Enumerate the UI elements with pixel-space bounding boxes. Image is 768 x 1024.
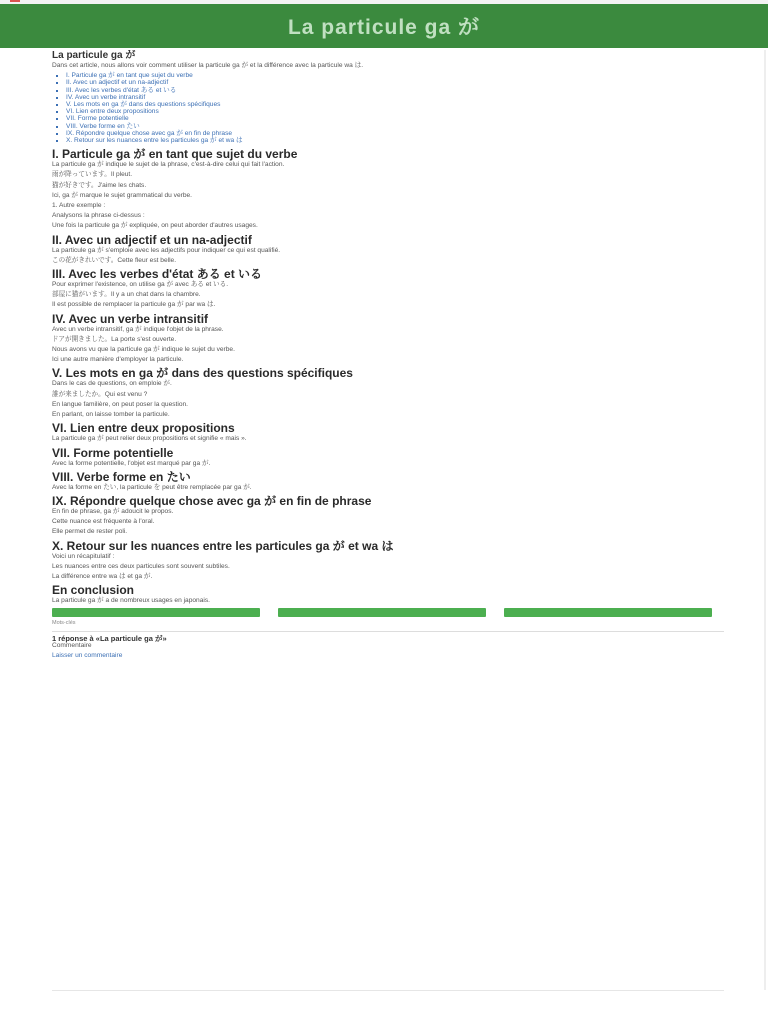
section-paragraph: En langue familière, on peut poser la question. xyxy=(52,400,188,408)
leave-comment-link[interactable]: Laisser un commentaire xyxy=(52,651,123,659)
section-paragraph: 誰が来ましたか。Qui est venu ? xyxy=(52,390,148,398)
footer-divider xyxy=(52,990,724,991)
share-button[interactable] xyxy=(52,608,260,617)
section-heading: VI. Lien entre deux propositions xyxy=(52,421,235,436)
article-intro: Dans cet article, nous allons voir comment utiliser la particule ga が et la différence avec la particule wa は. xyxy=(52,62,364,69)
toc-item[interactable]: ▪ II. Avec un adjectif et un na-adjectif xyxy=(66,79,724,86)
section-paragraph: Avec un verbe intransitif, ga が indique l'objet de la phrase. xyxy=(52,325,224,333)
section-paragraph: Analysons la phrase ci-dessus : xyxy=(52,212,145,220)
section-paragraph: Dans le cas de questions, on emploie が. xyxy=(52,380,172,388)
section-heading: III. Avec les verbes d'état ある et いる xyxy=(52,267,263,282)
section-heading: X. Retour sur les nuances entre les particules ga が et wa は xyxy=(52,538,394,553)
comments-title: 1 réponse à «La particule ga が» xyxy=(52,633,167,643)
toc-item[interactable]: ▪ VIII. Verbe forme en たい xyxy=(66,123,724,130)
share-button[interactable] xyxy=(278,608,486,617)
section-paragraph: Cette nuance est fréquente à l'oral. xyxy=(52,518,155,526)
section-heading: VII. Forme potentielle xyxy=(52,445,174,460)
divider xyxy=(52,631,724,632)
section-paragraph: Avec la forme potentielle, l'objet est marqué par ga が. xyxy=(52,459,211,467)
toc-item[interactable]: ▪ I. Particule ga が en tant que sujet du verbe xyxy=(66,72,724,79)
section-paragraph: La particule ga が s'emploie avec les adjectifs pour indiquer ce qui est qualifié. xyxy=(52,246,281,254)
section-paragraph: この花がきれいです。Cette fleur est belle. xyxy=(52,256,177,264)
section-paragraph: La particule ga が a de nombreux usages en japonais. xyxy=(52,597,210,605)
section-paragraph: Ici une autre manière d'employer la particule. xyxy=(52,356,184,364)
section-heading: V. Les mots en ga が dans des questions spécifiques xyxy=(52,366,353,381)
section-heading: II. Avec un adjectif et un na-adjectif xyxy=(52,232,252,247)
share-button[interactable] xyxy=(504,608,712,617)
section-paragraph: La différence entre wa は et ga が. xyxy=(52,572,153,580)
section-paragraph: Avec la forme en たい, la particule を peut être remplacée par ga が. xyxy=(52,483,252,491)
table-of-contents xyxy=(66,72,724,144)
section-paragraph: Voici un récapitulatif : xyxy=(52,552,115,560)
section-paragraph: Elle permet de rester poli. xyxy=(52,528,128,536)
section-heading: IX. Répondre quelque chose avec ga が en fin de phrase xyxy=(52,493,372,508)
section-paragraph: Il est possible de remplacer la particule ga が par wa は. xyxy=(52,301,216,309)
section-heading: I. Particule ga が en tant que sujet du verbe xyxy=(52,147,298,162)
scrollbar[interactable] xyxy=(764,50,766,990)
section-paragraph: 部屋に猫がいます。Il y a un chat dans la chambre. xyxy=(52,291,201,299)
section-paragraph: Les nuances entre ces deux particules sont souvent subtiles. xyxy=(52,562,230,570)
section-paragraph: Une fois la particule ga が expliquée, on peut aborder d'autres usages. xyxy=(52,222,258,230)
header-title: La particule ga が xyxy=(287,16,481,39)
section-paragraph: Pour exprimer l'existence, on utilise ga が avec ある et いる. xyxy=(52,281,229,289)
section-heading: En conclusion xyxy=(52,583,135,598)
site-header xyxy=(0,4,768,48)
article-title: La particule ga が xyxy=(52,50,136,61)
toc-item[interactable]: ▪ III. Avec les verbes d'état ある et いる xyxy=(66,87,724,94)
article-content xyxy=(0,50,768,990)
tags-label: Mots-clés xyxy=(52,620,76,627)
section-heading: IV. Avec un verbe intransitif xyxy=(52,311,209,326)
section-paragraph: En parlant, on laisse tomber la particule. xyxy=(52,411,170,419)
comment-text: Commentaire xyxy=(52,641,92,649)
status-dot xyxy=(10,0,20,2)
section-paragraph: 雨が降っています。Il pleut. xyxy=(52,171,133,179)
toc-item[interactable]: ▪ VII. Forme potentielle xyxy=(66,115,724,122)
section-paragraph: En fin de phrase, ga が adoucit le propos. xyxy=(52,507,174,515)
section-heading: VIII. Verbe forme en たい xyxy=(52,469,191,484)
section-paragraph: Nous avons vu que la particule ga が indique le sujet du verbe. xyxy=(52,346,235,354)
toc-item[interactable]: ▪ X. Retour sur les nuances entre les particules ga が et wa は xyxy=(66,137,724,144)
section-paragraph: Ici, ga が marque le sujet grammatical du verbe. xyxy=(52,191,192,199)
section-paragraph: 猫が好きです。J'aime les chats. xyxy=(52,181,147,189)
toc-item[interactable]: ▪ IX. Répondre quelque chose avec ga が en fin de phrase xyxy=(66,130,724,137)
article-sections xyxy=(52,148,724,604)
section-paragraph: ドアが開きました。La porte s'est ouverte. xyxy=(52,335,177,343)
toc-item[interactable]: ▪ IV. Avec un verbe intransitif xyxy=(66,94,724,101)
toc-item[interactable]: ▪ V. Les mots en ga が dans des questions spécifiques xyxy=(66,101,724,108)
toc-item[interactable]: ▪ VI. Lien entre deux propositions xyxy=(66,108,724,115)
section-paragraph: La particule ga が indique le sujet de la phrase, c'est-à-dire celui qui fait l'action. xyxy=(52,161,285,169)
section-paragraph: 1. Autre exemple : xyxy=(52,202,106,210)
share-buttons xyxy=(52,608,724,617)
section-paragraph: La particule ga が peut relier deux propositions et signifie « mais ». xyxy=(52,435,247,443)
